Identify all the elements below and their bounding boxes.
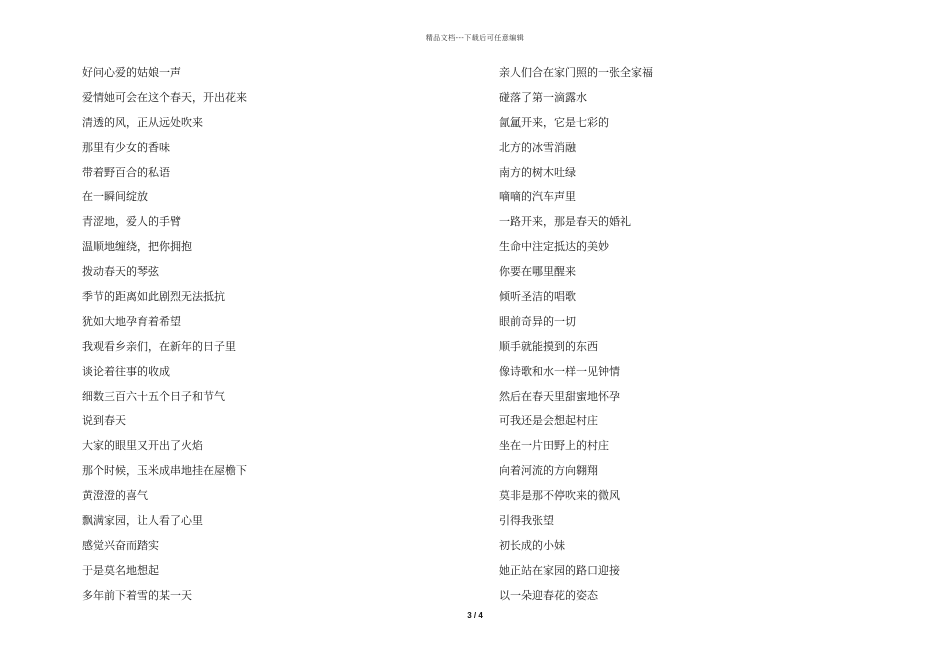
poem-line: 碰落了第一滴露水 xyxy=(499,90,587,104)
poem-line: 那里有少女的香味 xyxy=(82,140,170,154)
poem-line: 说到春天 xyxy=(82,414,126,428)
poem-line: 向着河流的方向翱翔 xyxy=(499,464,598,478)
left-poem-column xyxy=(82,63,412,611)
poem-line: 北方的冰雪消融 xyxy=(499,140,576,154)
poem-line: 生命中注定抵达的美妙 xyxy=(499,240,609,254)
poem-line: 谈论着往事的收成 xyxy=(82,364,170,378)
poem-line: 在一瞬间绽放 xyxy=(82,190,148,204)
poem-line: 亲人们合在家门照的一张全家福 xyxy=(499,66,653,79)
page-number: 3 / 4 xyxy=(467,611,483,620)
poem-line: 莫非是那不停吹来的微风 xyxy=(499,489,620,503)
poem-line: 清透的风，正从远处吹来 xyxy=(82,115,203,129)
poem-line: 倾听圣洁的唱歌 xyxy=(499,290,576,304)
poem-line: 氤氲开来，它是七彩的 xyxy=(499,115,609,129)
poem-line: 细数三百六十五个日子和节气 xyxy=(82,389,225,403)
poem-line: 你要在哪里醒来 xyxy=(499,265,576,279)
poem-line: 像诗歌和水一样一见钟情 xyxy=(499,364,620,378)
poem-line: 飘满家园，让人看了心里 xyxy=(82,514,203,528)
poem-line: 黄澄澄的喜气 xyxy=(82,489,148,503)
poem-line: 温顺地缠绕，把你拥抱 xyxy=(82,240,192,254)
right-poem-column xyxy=(499,63,829,611)
poem-line: 然后在春天里甜蜜地怀孕 xyxy=(499,389,620,403)
poem-line: 她正站在家园的路口迎接 xyxy=(499,563,620,577)
poem-line: 嘀嘀的汽车声里 xyxy=(499,190,576,204)
poem-line: 季节的距离如此剧烈无法抵抗 xyxy=(82,290,225,304)
poem-line: 以一朵迎春花的姿态 xyxy=(499,588,598,602)
poem-line: 爱情她可会在这个春天，开出花来 xyxy=(82,90,247,104)
poem-line: 我观看乡亲们，在新年的日子里 xyxy=(82,339,236,353)
poem-line: 初长成的小妹 xyxy=(499,538,565,552)
poem-line: 感觉兴奋而踏实 xyxy=(82,538,159,552)
poem-line: 多年前下着雪的某一天 xyxy=(82,588,192,602)
poem-line: 坐在一片田野上的村庄 xyxy=(499,439,609,453)
page-header: 精品文档---下载后可任意编辑 xyxy=(425,34,525,42)
poem-line: 犹如大地孕育着希望 xyxy=(82,314,181,328)
poem-line: 一路开来，那是春天的婚礼 xyxy=(499,215,631,229)
poem-line: 眼前奇异的一切 xyxy=(499,314,576,328)
poem-line: 大家的眼里又开出了火焰 xyxy=(82,439,203,453)
poem-line: 于是莫名地想起 xyxy=(82,563,159,577)
poem-line: 那个时候，玉米成串地挂在屋檐下 xyxy=(82,464,247,478)
poem-line: 可我还是会想起村庄 xyxy=(499,414,598,428)
poem-line: 带着野百合的私语 xyxy=(82,165,170,179)
poem-line: 好问心爱的姑娘一声 xyxy=(82,66,181,79)
poem-line: 引得我张望 xyxy=(499,514,554,528)
poem-line: 南方的树木吐绿 xyxy=(499,165,576,179)
poem-line: 拨动春天的琴弦 xyxy=(82,265,159,279)
poem-line: 青涩地，爱人的手臂 xyxy=(82,215,181,229)
poem-line: 顺手就能摸到的东西 xyxy=(499,339,598,353)
